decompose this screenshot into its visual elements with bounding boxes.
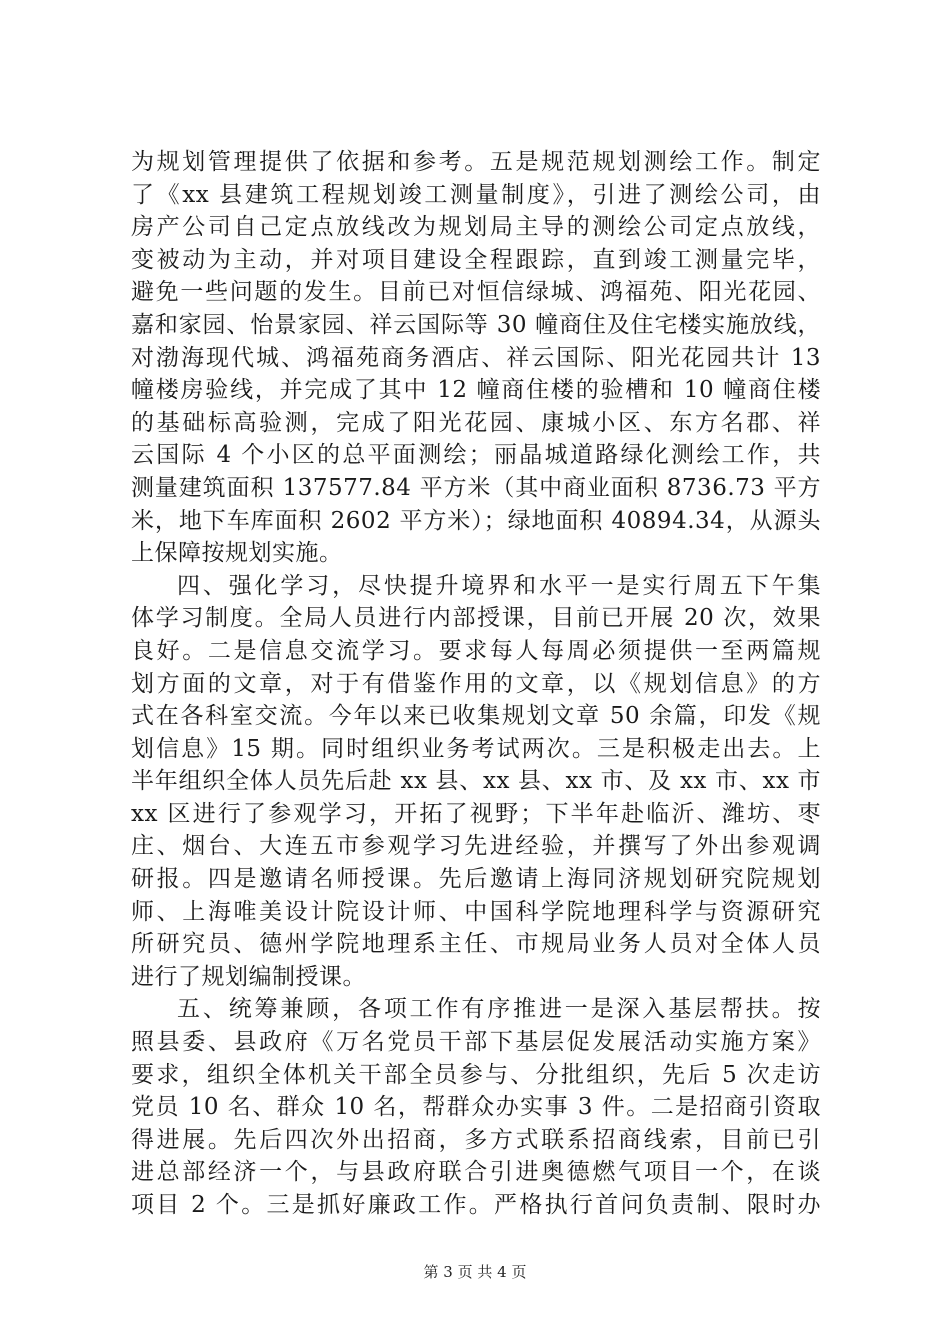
- text-line: 划方面的文章，对于有借鉴作用的文章，以《规划信息》的方: [131, 670, 821, 697]
- text-line: 良好。二是信息交流学习。要求每人每周必须提供一至两篇规: [131, 637, 821, 664]
- text-line: 五、统筹兼顾，各项工作有序推进一是深入基层帮扶。按: [177, 996, 821, 1023]
- text-line: 对渤海现代城、鸿福苑商务酒店、祥云国际、阳光花园共计 13: [131, 344, 821, 371]
- text-line: 进行了规划编制授课。: [131, 963, 366, 990]
- text-line: 房产公司自己定点放线改为规划局主导的测绘公司定点放线，: [131, 214, 821, 241]
- text-line: 体学习制度。全局人员进行内部授课，目前已开展 20 次，效果: [131, 605, 821, 632]
- text-line: 了《xx 县建筑工程规划竣工测量制度》，引进了测绘公司，由: [131, 181, 821, 208]
- text-line: 测量建筑面积 137577.84 平方米（其中商业面积 8736.73 平方: [131, 474, 821, 501]
- text-line: 式在各科室交流。今年以来已收集规划文章 50 余篇，印发《规: [131, 703, 821, 730]
- text-line: 划信息》15 期。同时组织业务考试两次。三是积极走出去。上: [131, 735, 821, 762]
- text-line: 进总部经济一个，与县政府联合引进奥德燃气项目一个，在谈: [131, 1159, 821, 1186]
- text-line: 研报。四是邀请名师授课。先后邀请上海同济规划研究院规划: [131, 866, 821, 893]
- text-line: 项目 2 个。三是抓好廉政工作。严格执行首问负责制、限时办: [131, 1192, 821, 1218]
- text-line: 得进展。先后四次外出招商，多方式联系招商线索，目前已引: [131, 1126, 821, 1153]
- page-footer: 第 3 页 共 4 页: [423, 1263, 527, 1281]
- text-line: 要求，组织全体机关干部全员参与、分批组织，先后 5 次走访: [131, 1061, 821, 1088]
- text-line: 米，地下车库面积 2602 平方米）；绿地面积 40894.34，从源头: [131, 507, 821, 534]
- text-line: 变被动为主动，并对项目建设全程跟踪，直到竣工测量完毕，: [131, 246, 821, 273]
- text-line: 四、强化学习，尽快提升境界和水平一是实行周五下午集: [177, 572, 821, 599]
- text-line: 为规划管理提供了依据和参考。五是规范规划测绘工作。制定: [131, 149, 821, 175]
- text-line: 嘉和家园、怡景家园、祥云国际等 30 幢商住及住宅楼实施放线，: [131, 311, 821, 338]
- text-line: 半年组织全体人员先后赴 xx 县、xx 县、xx 市、及 xx 市、xx 市: [131, 768, 821, 795]
- text-line: 照县委、县政府《万名党员干部下基层促发展活动实施方案》: [131, 1029, 821, 1056]
- text-line: 幢楼房验线，并完成了其中 12 幢商住楼的验槽和 10 幢商住楼: [131, 377, 821, 404]
- text-line: 上保障按规划实施。: [131, 540, 343, 567]
- body-text: [131, 146, 821, 1222]
- text-line: 师、上海唯美设计院设计师、中国科学院地理科学与资源研究: [131, 898, 821, 925]
- text-line: 云国际 4 个小区的总平面测绘；丽晶城道路绿化测绘工作，共: [131, 442, 821, 469]
- text-line: 避免一些问题的发生。目前已对恒信绿城、鸿福苑、阳光花园、: [131, 279, 821, 306]
- text-line: 所研究员、德州学院地理系主任、市规局业务人员对全体人员: [131, 931, 821, 958]
- text-line: 的基础标高验测，完成了阳光花园、康城小区、东方名郡、祥: [131, 409, 821, 436]
- text-line: xx 区进行了参观学习，开拓了视野；下半年赴临沂、潍坊、枣: [131, 800, 821, 827]
- text-line: 庄、烟台、大连五市参观学习先进经验，并撰写了外出参观调: [131, 833, 821, 860]
- text-line: 党员 10 名、群众 10 名，帮群众办实事 3 件。二是招商引资取: [131, 1094, 821, 1121]
